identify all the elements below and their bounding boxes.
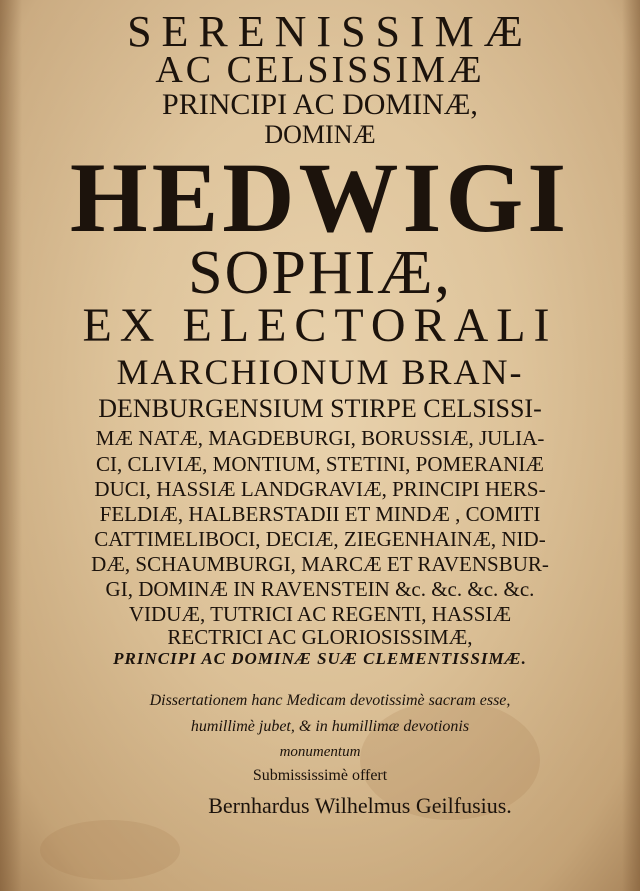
dedication-line-14: CATTIMELIBOCI, DECIÆ, ZIEGENHAINÆ, NID- <box>94 527 546 551</box>
dedication-line-10: MÆ NATÆ, MAGDEBURGI, BORUSSIÆ, JULIA- <box>95 426 545 450</box>
dedication-line-1: SERENISSIMÆ <box>127 7 533 56</box>
dedication-line-7: EX ELECTORALI <box>82 299 558 352</box>
dedication-line-4: DOMINÆ <box>264 120 376 149</box>
dedication-line-17: VIDUÆ, TUTRICI AC REGENTI, HASSIÆ <box>128 602 512 626</box>
paper-stain <box>40 820 180 880</box>
offering-line-2: humillimè jubet, & in humillimæ devotionis <box>190 718 470 735</box>
dedication-line-9: DENBURGENSIUM STIRPE CELSISSI- <box>98 394 542 423</box>
offering-line-3: monumentum <box>279 744 361 760</box>
dedication-line-11: CI, CLIVIÆ, MONTIUM, STETINI, POMERANIÆ <box>96 452 544 476</box>
offering-line-1: Dissertationem hanc Medicam devotissimè sacram esse, <box>149 692 511 709</box>
page-edge-shadow-left <box>0 0 22 891</box>
dedication-line-12: DUCI, HASSIÆ LANDGRAVIÆ, PRINCIPI HERS- <box>94 477 546 501</box>
dedication-line-8: MARCHIONUM BRAN- <box>116 352 524 392</box>
dedication-closing-line: PRINCIPI AC DOMINÆ SUÆ CLEMENTISSIMÆ. <box>113 649 527 668</box>
dedicatee-second-name: SOPHIÆ, <box>188 239 452 307</box>
dedication-line-3: PRINCIPI AC DOMINÆ, <box>162 88 478 121</box>
page-edge-shadow-right <box>622 0 640 891</box>
dedication-line-16: GI, DOMINÆ IN RAVENSTEIN &c. &c. &c. &c. <box>105 577 535 601</box>
dedication-line-15: DÆ, SCHAUMBURGI, MARCÆ ET RAVENSBUR- <box>91 552 549 576</box>
dedicatee-name: HEDWIGI <box>69 142 571 253</box>
dedication-line-13: FELDIÆ, HALBERSTADII ET MINDÆ , COMITI <box>99 502 541 526</box>
offering-line-4: Submississimè offert <box>252 767 388 784</box>
dedication-line-2: AC CELSISSIMÆ <box>155 49 485 91</box>
author-name: Bernhardus Wilhelmus Geilfusius. <box>208 793 512 818</box>
dedication-line-18: RECTRICI AC GLORIOSISSIMÆ, <box>167 625 473 649</box>
